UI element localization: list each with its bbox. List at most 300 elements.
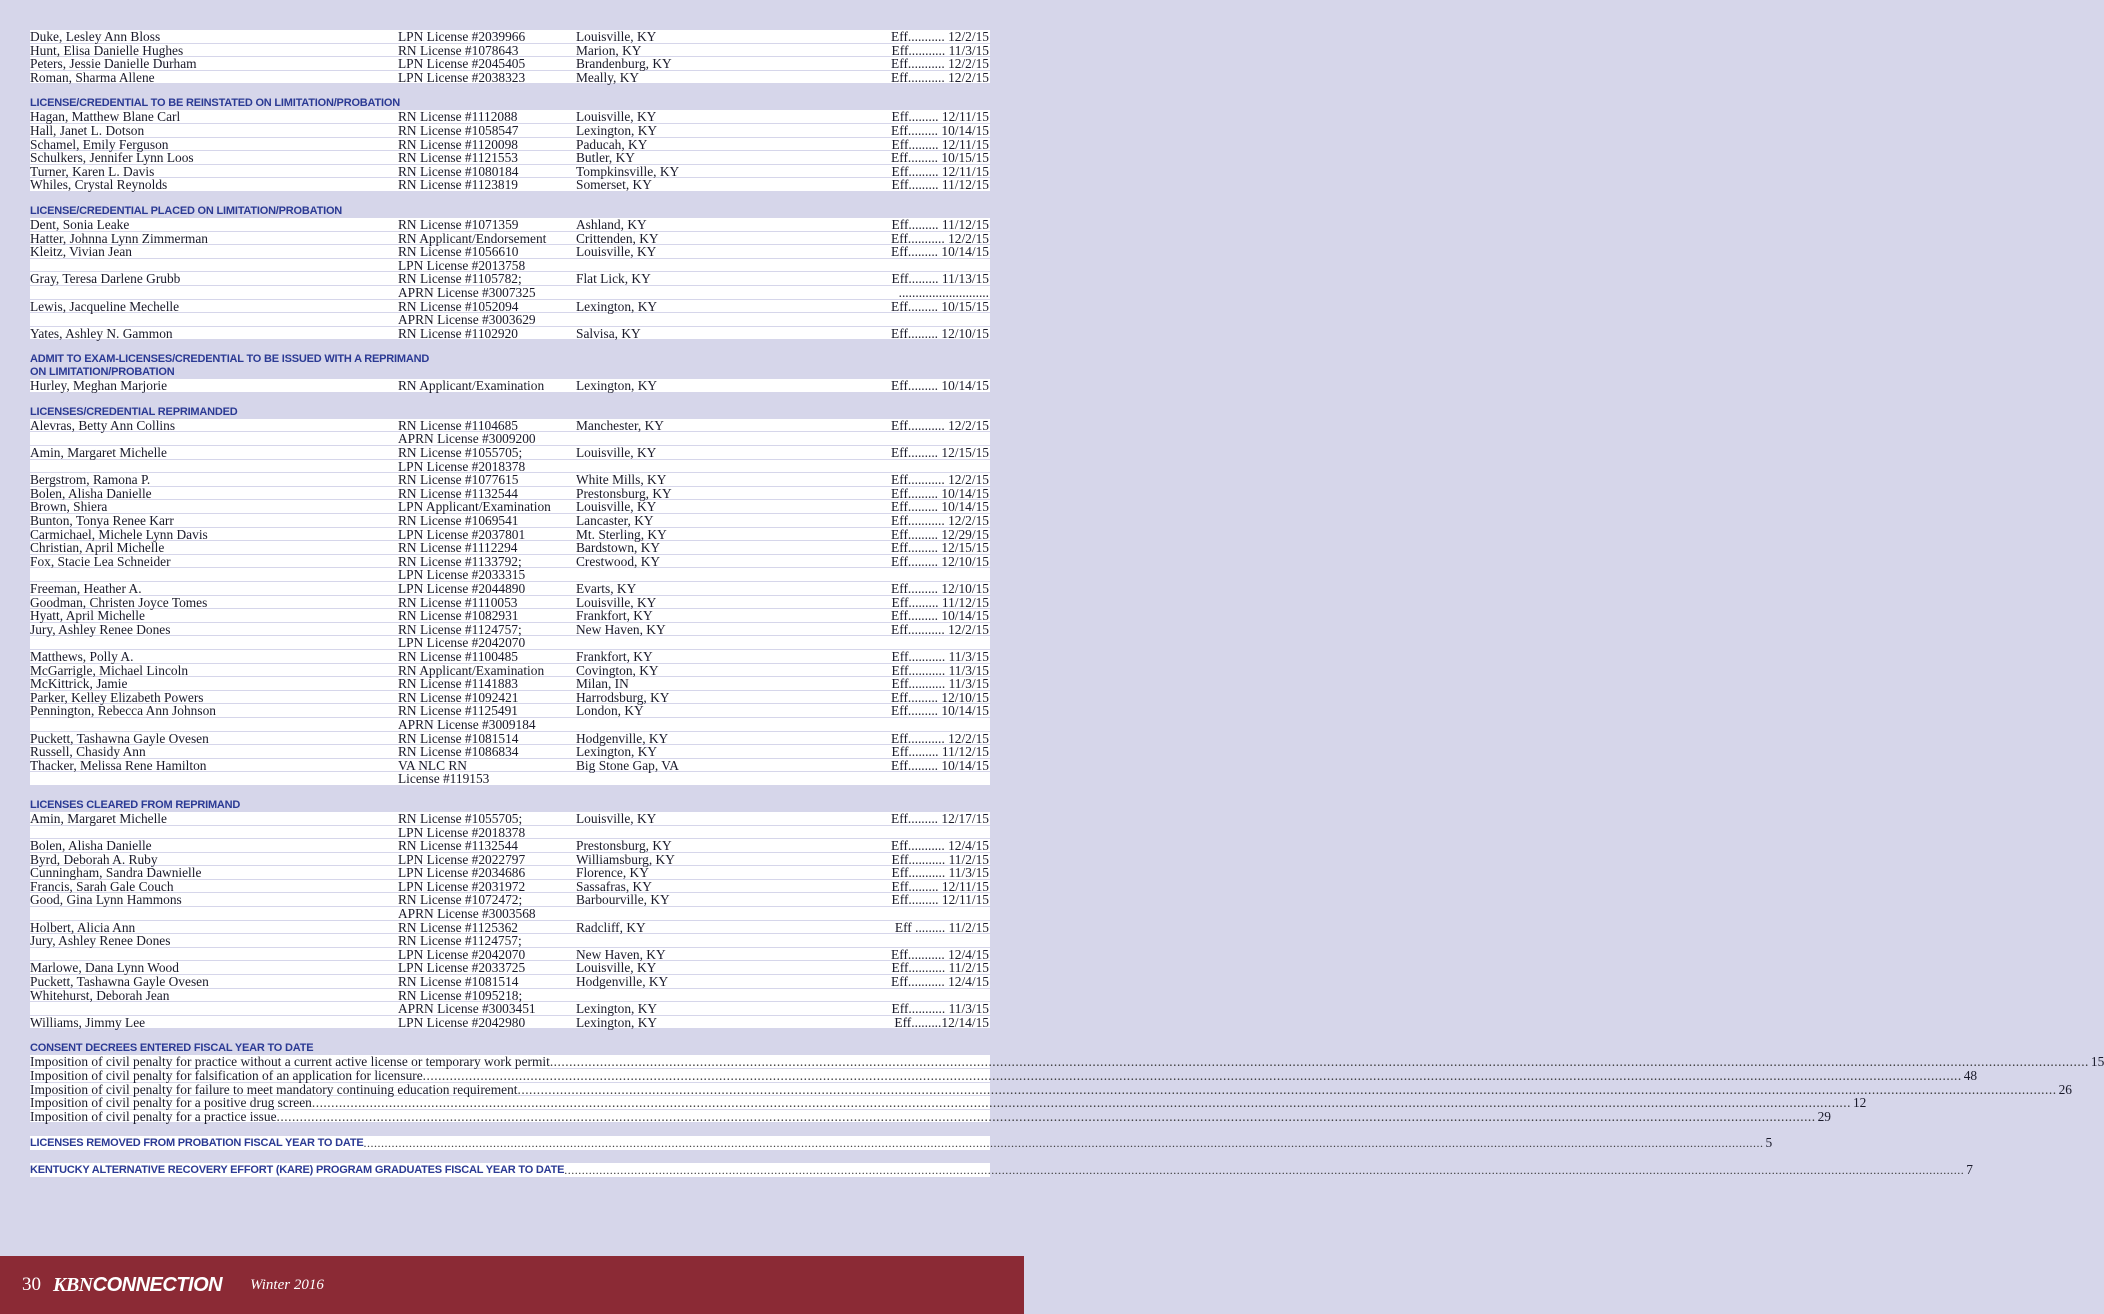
nurse-name: Alevras, Betty Ann Collins: [30, 417, 176, 433]
effective-date: Eff........... 11/3/15: [891, 1001, 989, 1017]
table-row: [30, 677, 990, 691]
nurse-name: Jury, Ashley Renee Dones: [30, 621, 171, 637]
license-number: RN License #1124757;: [398, 621, 522, 637]
location: Ashland, KY: [576, 216, 647, 232]
table-row: [30, 110, 990, 124]
table-row: [30, 245, 990, 259]
table-row: [30, 300, 990, 314]
location: Paducah, KY: [576, 136, 648, 152]
effective-date: ...........................: [898, 284, 989, 300]
location: Mt. Sterling, KY: [576, 526, 667, 542]
location: Sassafras, KY: [576, 878, 652, 894]
license-number: LPN License #2042070: [398, 946, 526, 962]
license-number: LPN License #2034686: [398, 865, 526, 881]
license-number: LPN License #2044890: [398, 581, 526, 596]
nurse-name: [30, 259, 398, 272]
table-row: [30, 30, 990, 44]
nurse-name: Holbert, Alicia Ann: [30, 919, 136, 935]
location: Prestonsburg, KY: [576, 485, 672, 501]
effective-date: Eff........... 12/2/15: [891, 513, 989, 529]
location: [576, 826, 838, 839]
license-number: RN Applicant/Examination: [398, 662, 545, 678]
nurse-name: Bunton, Tonya Renee Karr: [30, 513, 174, 529]
license-number: LPN License #2018378: [398, 458, 526, 474]
effective-date: Eff........... 11/3/15: [891, 662, 989, 678]
consent-decree-row: [30, 1095, 1867, 1111]
table-row: [30, 975, 990, 989]
nurse-name: Goodman, Christen Joyce Tomes: [30, 594, 208, 610]
consent-decree-label: Imposition of civil penalty for failure to meet mandatory continuing education requirement: [30, 1081, 518, 1097]
location: White Mills, KY: [576, 472, 667, 488]
license-number: RN License #1086834: [398, 744, 519, 760]
location: Meally, KY: [576, 69, 640, 85]
location: Bardstown, KY: [576, 540, 661, 556]
table-row: [30, 286, 990, 300]
effective-date: Eff......... 10/14/15: [891, 244, 989, 260]
nurse-name: Francis, Sarah Gale Couch: [30, 878, 174, 894]
table-row: [30, 500, 990, 514]
location: Lexington, KY: [576, 744, 658, 760]
section-heading-line: ON LIMITATION/PROBATION: [30, 366, 175, 379]
location: [576, 259, 838, 272]
table-row: [30, 313, 990, 327]
license-number: APRN License #3003629: [398, 312, 536, 328]
nurse-name: Amin, Margaret Michelle: [30, 445, 167, 461]
license-number: RN License #1125362: [398, 919, 518, 935]
effective-date: Eff........... 12/2/15: [891, 621, 989, 637]
consent-decree-label: Imposition of civil penalty for falsification of an application for licensure: [30, 1068, 423, 1083]
section-heading-line: LICENSES CLEARED FROM REPRIMAND: [30, 798, 241, 811]
effective-date: Eff........... 11/3/15: [891, 865, 989, 881]
location: Hodgenville, KY: [576, 974, 669, 990]
nurse-name: [30, 718, 398, 731]
license-number: RN License #1110053: [398, 594, 518, 610]
nurse-name: Whiles, Crystal Reynolds: [30, 177, 168, 193]
location: Louisville, KY: [576, 499, 657, 515]
location: [576, 718, 838, 731]
license-number: RN License #1132544: [398, 485, 518, 501]
location: [576, 636, 838, 649]
license-number: APRN License #3003568: [398, 906, 536, 922]
location: [576, 907, 838, 920]
effective-date: Eff......... 12/29/15: [891, 526, 989, 542]
location: Somerset, KY: [576, 177, 652, 193]
nurse-name: Hyatt, April Michelle: [30, 608, 145, 624]
effective-date: Eff......... 12/10/15: [891, 689, 989, 705]
table-row: [30, 907, 990, 921]
leader-dots: ................................................................................................................................................................................................................................................................................................................................................................................................................: [276, 1108, 1816, 1124]
table-row: [30, 432, 990, 446]
disciplinary-actions-list: [30, 29, 2104, 1178]
effective-date: [838, 636, 990, 649]
summary-count: 7: [1966, 1162, 1973, 1178]
effective-date: Eff........... 12/2/15: [891, 56, 989, 72]
table-row: [30, 44, 990, 58]
license-number: RN License #1071359: [398, 216, 519, 232]
license-number: RN Applicant/Endorsement: [398, 230, 547, 246]
table-row: [30, 555, 990, 569]
location: Tompkinsville, KY: [576, 163, 680, 179]
nurse-name: Puckett, Tashawna Gayle Ovesen: [30, 730, 209, 746]
table-row: [30, 893, 990, 907]
license-number: LPN License #2033725: [398, 960, 526, 976]
effective-date: [838, 934, 990, 947]
nurse-name: Hagan, Matthew Blane Carl: [30, 109, 181, 125]
table-row: [30, 989, 990, 1003]
nurse-name: McKittrick, Jamie: [30, 676, 128, 692]
section-heading: [30, 406, 990, 419]
consent-decree-row: [30, 1108, 1831, 1124]
nurse-name: Bolen, Alisha Danielle: [30, 838, 152, 854]
nurse-name: [30, 826, 398, 839]
consent-decree-row: [30, 1068, 1978, 1083]
table-row: [30, 419, 990, 433]
nurse-name: [30, 907, 398, 920]
nurse-name: [30, 286, 398, 299]
license-number: LPN License #2031972: [398, 878, 526, 894]
location: Manchester, KY: [576, 417, 664, 433]
license-number: LPN License #2033315: [398, 567, 526, 583]
license-number: RN License #1077615: [398, 472, 519, 488]
magazine-logo: KBNCONNECTION: [53, 1273, 223, 1296]
location: Louisville, KY: [576, 109, 657, 125]
section-heading-line: LICENSES/CREDENTIAL REPRIMANDED: [30, 405, 238, 418]
nurse-name: Marlowe, Dana Lynn Wood: [30, 960, 179, 976]
table-row: [30, 473, 990, 487]
nurse-name: [30, 1002, 398, 1015]
location: Marion, KY: [576, 42, 642, 58]
location: Frankfort, KY: [576, 648, 653, 664]
effective-date: Eff......... 11/12/15: [891, 744, 989, 760]
license-number: RN License #1141883: [398, 676, 518, 692]
effective-date: Eff........... 12/2/15: [891, 29, 989, 44]
nurse-name: Schamel, Emily Ferguson: [30, 136, 169, 152]
location: Covington, KY: [576, 662, 659, 678]
effective-date: Eff......... 10/14/15: [891, 757, 989, 773]
location: Butler, KY: [576, 150, 635, 166]
effective-date: Eff......... 10/14/15: [891, 703, 989, 719]
table-row: [30, 866, 990, 880]
license-number: RN License #1121553: [398, 150, 518, 166]
license-number: VA NLC RN: [398, 757, 467, 773]
table-row: [30, 165, 990, 179]
table-row: [30, 934, 990, 948]
effective-date: Eff........... 12/2/15: [891, 417, 989, 433]
location: Hodgenville, KY: [576, 730, 669, 746]
table-row: [30, 812, 990, 826]
table-row: [30, 487, 990, 501]
location: Louisville, KY: [576, 960, 657, 976]
nurse-name: Christian, April Michelle: [30, 540, 165, 556]
table-row: [30, 745, 990, 759]
nurse-name: [30, 313, 398, 326]
table-row: [30, 446, 990, 460]
license-number: RN License #1105782;: [398, 271, 522, 287]
license-number: RN License #1058547: [398, 122, 519, 138]
effective-date: Eff......... 10/15/15: [891, 298, 989, 314]
location: Frankfort, KY: [576, 608, 653, 624]
nurse-name: Brown, Shiera: [30, 499, 108, 515]
effective-date: Eff........... 12/2/15: [891, 69, 989, 85]
license-number: RN License #1125491: [398, 703, 518, 719]
nurse-name: Duke, Lesley Ann Bloss: [30, 29, 161, 44]
license-number: License #119153: [398, 771, 490, 787]
license-number: LPN License #2042070: [398, 635, 526, 651]
nurse-name: Kleitz, Vivian Jean: [30, 244, 132, 260]
section-heading-line: LICENSE/CREDENTIAL PLACED ON LIMITATION/PROBATION: [30, 204, 343, 217]
table-row: [30, 178, 990, 192]
leader-dots: ................................................................................................................................................................................................................................................................................................................................................................................................................: [422, 1068, 1962, 1083]
table-row: [30, 272, 990, 286]
nurse-name: Hunt, Elisa Danielle Hughes: [30, 42, 184, 58]
license-number: RN License #1123819: [398, 177, 518, 193]
table-row: [30, 609, 990, 623]
table-row: [30, 826, 990, 840]
effective-date: [838, 826, 990, 839]
effective-date: Eff ......... 11/2/15: [894, 919, 989, 935]
nurse-name: [30, 948, 398, 961]
nurse-name: McGarrigle, Michael Lincoln: [30, 662, 189, 678]
issue-label: Winter 2016: [250, 1276, 324, 1293]
effective-date: Eff......... 12/11/15: [891, 878, 989, 894]
location: [576, 286, 838, 299]
nurse-name: Matthews, Polly A.: [30, 648, 134, 664]
table-row: [30, 691, 990, 705]
table-row: [30, 124, 990, 138]
effective-date: Eff........... 11/3/15: [891, 648, 989, 664]
license-number: RN License #1080184: [398, 163, 519, 179]
location: London, KY: [576, 703, 644, 719]
location: Flat Lick, KY: [576, 271, 651, 287]
consent-decrees-heading: CONSENT DECREES ENTERED FISCAL YEAR TO DATE: [30, 1042, 314, 1055]
effective-date: Eff......... 12/17/15: [891, 810, 989, 826]
license-number: LPN License #2022797: [398, 851, 526, 867]
license-number: RN License #1092421: [398, 689, 519, 705]
nurse-name: Byrd, Deborah A. Ruby: [30, 851, 158, 867]
consent-decree-row: [30, 1081, 2072, 1097]
effective-date: Eff......... 12/11/15: [891, 892, 989, 908]
leader-dots: ................................................................................................................................................................................................................................................................................................................................................................................................................: [311, 1095, 1851, 1111]
location: Louisville, KY: [576, 445, 657, 461]
table-row: [30, 528, 990, 542]
table-row: [30, 327, 990, 341]
effective-date: Eff......... 12/15/15: [891, 540, 989, 556]
license-number: LPN License #2045405: [398, 56, 526, 72]
license-number: RN License #1056610: [398, 244, 519, 260]
location: [576, 313, 838, 326]
effective-date: Eff........... 12/2/15: [891, 730, 989, 746]
table-row: [30, 71, 990, 85]
nurse-name: Bergstrom, Ramona P.: [30, 472, 151, 488]
nurse-name: Jury, Ashley Renee Dones: [30, 933, 171, 949]
location: Williamsburg, KY: [576, 851, 675, 867]
nurse-name: [30, 432, 398, 445]
summary-label: LICENSES REMOVED FROM PROBATION FISCAL YEAR TO DATE: [30, 1137, 364, 1150]
consent-decree-count: 48: [1963, 1068, 1978, 1083]
section-heading: [30, 799, 990, 812]
location: Louisville, KY: [576, 810, 657, 826]
effective-date: Eff........... 12/4/15: [891, 946, 989, 962]
location: [576, 432, 838, 445]
nurse-name: Peters, Jessie Danielle Durham: [30, 56, 197, 72]
effective-date: Eff........... 11/2/15: [891, 960, 989, 976]
nurse-name: Schulkers, Jennifer Lynn Loos: [30, 150, 194, 166]
license-number: APRN License #3009200: [398, 431, 536, 447]
license-number: RN License #1072472;: [398, 892, 523, 908]
location: Harrodsburg, KY: [576, 689, 670, 705]
location: Radcliff, KY: [576, 919, 646, 935]
nurse-name: Fox, Stacie Lea Schneider: [30, 553, 171, 569]
nurse-name: [30, 460, 398, 473]
license-number: RN License #1102920: [398, 325, 518, 341]
effective-date: [838, 460, 990, 473]
table-row: [30, 772, 990, 786]
table-row: [30, 636, 990, 650]
license-number: RN Applicant/Examination: [398, 378, 545, 394]
location: Salvisa, KY: [576, 325, 641, 341]
location: Lexington, KY: [576, 1014, 658, 1030]
location: Barbourville, KY: [576, 892, 670, 908]
license-number: RN License #1055705;: [398, 445, 523, 461]
consent-decree-count: 26: [2058, 1081, 2072, 1097]
table-row: [30, 1002, 990, 1016]
license-number: RN License #1078643: [398, 42, 519, 58]
effective-date: Eff........... 11/2/15: [891, 851, 989, 867]
license-number: RN License #1052094: [398, 298, 519, 314]
table-row: [30, 759, 990, 773]
license-number: RN License #1133792;: [398, 553, 522, 569]
license-number: LPN License #2038323: [398, 69, 526, 85]
license-number: RN License #1081514: [398, 730, 519, 746]
effective-date: [838, 568, 990, 581]
location: [576, 934, 838, 947]
nurse-name: Gray, Teresa Darlene Grubb: [30, 271, 181, 287]
section-heading-line: LICENSE/CREDENTIAL TO BE REINSTATED ON LIMITATION/PROBATION: [30, 97, 400, 110]
effective-date: Eff........... 12/4/15: [891, 838, 989, 854]
location: Lexington, KY: [576, 378, 658, 394]
leader-dots: ................................................................................................................................................................................................................................................................................................................................................................................................................: [549, 1054, 2089, 1070]
license-number: RN License #1132544: [398, 838, 518, 854]
nurse-name: Hatter, Johnna Lynn Zimmerman: [30, 230, 208, 246]
table-row: [30, 948, 990, 962]
effective-date: Eff........... 11/3/15: [891, 42, 989, 58]
table-row: [30, 138, 990, 152]
table-row: [30, 623, 990, 637]
nurse-name: [30, 636, 398, 649]
effective-date: [838, 718, 990, 731]
location: Crittenden, KY: [576, 230, 659, 246]
consent-decree-count: 12: [1852, 1095, 1867, 1111]
consent-decree-label: Imposition of civil penalty for a positive drug screen: [30, 1095, 312, 1111]
nurse-name: Bolen, Alisha Danielle: [30, 485, 152, 501]
summary-row: [30, 1135, 1773, 1151]
effective-date: Eff......... 12/10/15: [891, 581, 989, 596]
effective-date: Eff......... 10/14/15: [891, 485, 989, 501]
license-number: RN License #1055705;: [398, 810, 523, 826]
location: Big Stone Gap, VA: [576, 757, 679, 773]
location: Milan, IN: [576, 676, 629, 692]
table-row: [30, 732, 990, 746]
effective-date: Eff......... 12/15/15: [891, 445, 989, 461]
table-row: [30, 880, 990, 894]
effective-date: Eff........... 11/3/15: [891, 676, 989, 692]
nurse-name: Puckett, Tashawna Gayle Ovesen: [30, 974, 209, 990]
table-row: [30, 853, 990, 867]
effective-date: Eff......... 12/11/15: [891, 136, 989, 152]
effective-date: [838, 989, 990, 1002]
license-number: APRN License #3009184: [398, 716, 536, 732]
table-row: [30, 232, 990, 246]
table-row: [30, 704, 990, 718]
effective-date: [838, 432, 990, 445]
nurse-name: Pennington, Rebecca Ann Johnson: [30, 703, 216, 719]
effective-date: Eff......... 11/12/15: [891, 216, 989, 232]
table-row: [30, 664, 990, 678]
license-number: LPN License #2018378: [398, 824, 526, 840]
page-number: 30: [22, 1274, 41, 1295]
leader-dots: ................................................................................................................................................................................................................................................................................................................................................................................................................: [564, 1163, 1965, 1178]
table-row: [30, 582, 990, 596]
table-row: [30, 839, 990, 853]
location: Lancaster, KY: [576, 513, 654, 529]
license-number: RN License #1095218;: [398, 987, 523, 1003]
consent-decree-label: Imposition of civil penalty for practice without a current active license or temporary work permit: [30, 1054, 550, 1070]
effective-date: Eff......... 11/13/15: [891, 271, 989, 287]
location: Brandenburg, KY: [576, 56, 672, 72]
nurse-name: Freeman, Heather A.: [30, 581, 142, 596]
license-number: LPN License #2037801: [398, 526, 526, 542]
nurse-name: Carmichael, Michele Lynn Davis: [30, 526, 208, 542]
license-number: RN License #1120098: [398, 136, 518, 152]
nurse-name: Hurley, Meghan Marjorie: [30, 378, 168, 394]
effective-date: [838, 772, 990, 785]
table-row: [30, 596, 990, 610]
license-number: LPN License #2013758: [398, 257, 526, 273]
effective-date: Eff......... 12/11/15: [891, 163, 989, 179]
license-number: RN License #1124757;: [398, 933, 522, 949]
effective-date: [838, 907, 990, 920]
section-heading-line: ADMIT TO EXAM-LICENSES/CREDENTIAL TO BE ISSUED WITH A REPRIMAND: [30, 353, 430, 366]
license-number: LPN Applicant/Examination: [398, 499, 551, 515]
leader-dots: ................................................................................................................................................................................................................................................................................................................................................................................................................: [363, 1136, 1764, 1151]
license-number: RN License #1112294: [398, 540, 518, 556]
summary-row: [30, 1162, 1973, 1178]
location: Lexington, KY: [576, 1001, 658, 1017]
table-row: [30, 218, 990, 232]
nurse-name: Good, Gina Lynn Hammons: [30, 892, 182, 908]
location: [576, 568, 838, 581]
license-number: RN License #1081514: [398, 974, 519, 990]
table-row: [30, 650, 990, 664]
effective-date: Eff......... 12/10/15: [891, 553, 989, 569]
table-row: [30, 921, 990, 935]
summary-count: 5: [1765, 1135, 1773, 1151]
license-number: RN License #1069541: [398, 513, 519, 529]
location: Louisville, KY: [576, 244, 657, 260]
summary-label: KENTUCKY ALTERNATIVE RECOVERY EFFORT (KARE) PROGRAM GRADUATES FISCAL YEAR TO DATE: [30, 1164, 565, 1177]
nurse-name: Russell, Chasidy Ann: [30, 744, 146, 760]
nurse-name: Williams, Jimmy Lee: [30, 1014, 146, 1030]
table-row: [30, 961, 990, 975]
nurse-name: Thacker, Melissa Rene Hamilton: [30, 757, 207, 773]
location: Lexington, KY: [576, 298, 658, 314]
location: Florence, KY: [576, 865, 649, 881]
nurse-name: Hall, Janet L. Dotson: [30, 122, 145, 138]
license-number: RN License #1104685: [398, 417, 518, 433]
location: Louisville, KY: [576, 29, 657, 44]
license-number: RN License #1100485: [398, 648, 518, 664]
effective-date: Eff......... 12/11/15: [891, 109, 989, 125]
